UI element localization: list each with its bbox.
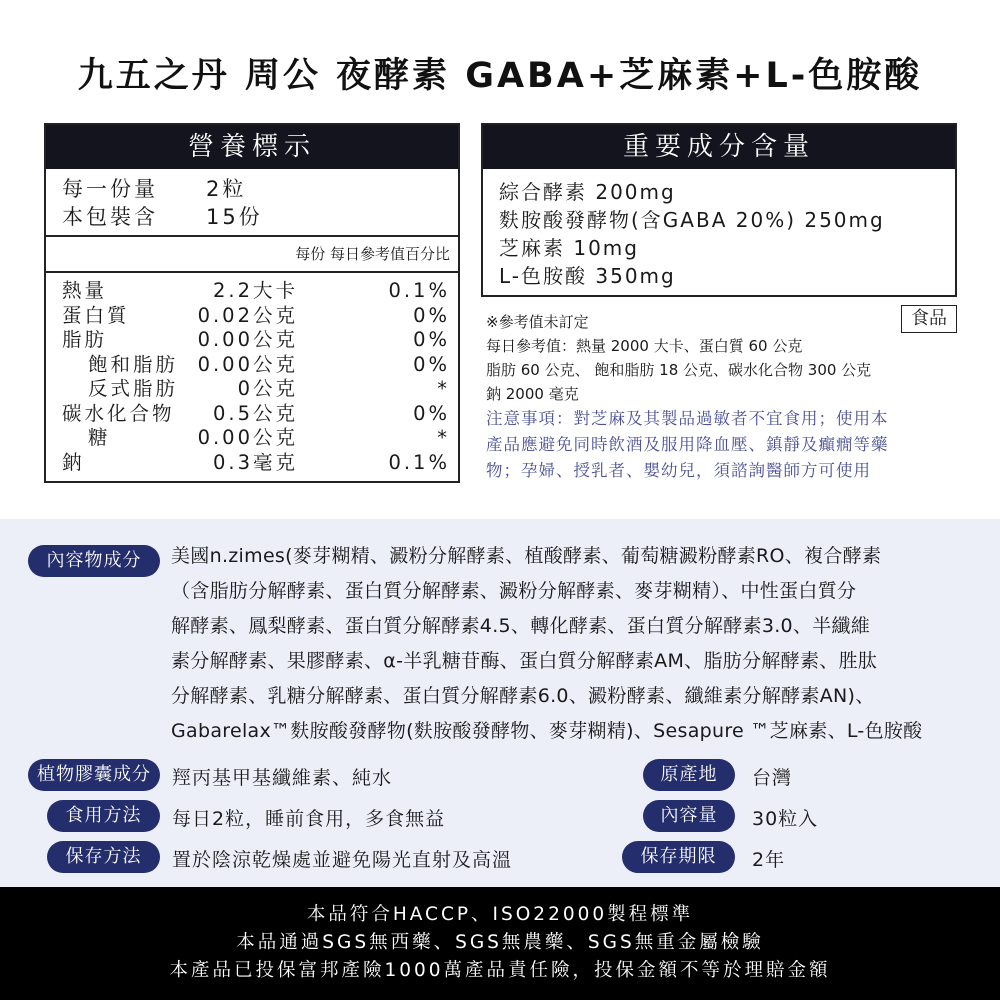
servings-per-package-value: 15份 xyxy=(206,205,263,229)
nutrient-value: 0.00公克 xyxy=(197,328,298,351)
nutrient-value: 0.00公克 xyxy=(197,352,298,376)
nutrition-row-trans-fat xyxy=(46,377,458,402)
product-title: 九五之丹 周公 夜酵素 GABA+芝麻素+L-色胺酸 xyxy=(77,56,923,96)
certification-footer xyxy=(0,887,1000,1000)
nutrient-percent: 0% xyxy=(413,328,450,351)
contents-ingredients-text xyxy=(171,539,991,749)
warning-line: 注意事項：對芝麻及其製品過敏者不宜食用；使用本 xyxy=(486,409,889,428)
daily-reference-line: 鈉 2000 毫克 xyxy=(486,385,579,403)
nutrient-name: 脂肪 xyxy=(62,328,108,351)
nutrient-value: 0.3毫克 xyxy=(212,450,298,474)
nutrient-name: 熱量 xyxy=(62,279,108,302)
key-ingredients-box xyxy=(481,123,957,297)
quantity-label-badge: 內容量 xyxy=(643,800,735,832)
ingredient-item: 芝麻素 10mg xyxy=(499,236,639,260)
quantity-value: 30粒入 xyxy=(752,808,819,830)
nutrition-column-header: 每份 每日參考值百分比 xyxy=(46,237,458,273)
contents-line: 解酵素、鳳梨酵素、蛋白質分解酵素4.5、轉化酵素、蛋白質分解酵素3.0、半纖維 xyxy=(171,615,871,637)
servings-per-package-label: 本包裝含 xyxy=(62,205,158,229)
usage-label-badge: 食用方法 xyxy=(47,800,160,832)
nutrition-row-sugar xyxy=(46,426,458,451)
serving-size-label: 每一份量 xyxy=(62,177,158,201)
contents-line: 分解酵素、乳糖分解酵素、蛋白質分解酵素6.0、澱粉酵素、纖維素分解酵素AN)、 xyxy=(171,685,875,707)
ingredient-item: 綜合酵素 200mg xyxy=(499,180,676,204)
ingredient-item: L-色胺酸 350mg xyxy=(499,264,676,288)
nutrient-value: 0公克 xyxy=(237,377,298,400)
nutrient-name: 反式脂肪 xyxy=(88,377,179,400)
storage-label-badge: 保存方法 xyxy=(47,841,160,873)
food-category-tag: 食品 xyxy=(901,305,957,333)
nutrient-percent: 0% xyxy=(413,401,450,425)
nutrition-row-sodium xyxy=(46,451,458,476)
warning-line: 產品應避免同時飲酒及服用降血壓、鎮靜及癲癇等藥 xyxy=(486,435,889,454)
contents-line: 美國n.zimes(麥芽糊精、澱粉分解酵素、植酸酵素、葡萄糖澱粉酵素RO、複合酵素 xyxy=(171,545,882,567)
reference-notes xyxy=(486,310,966,484)
shelf-life-label-badge: 保存期限 xyxy=(622,841,735,873)
nutrient-value: 0.02公克 xyxy=(197,303,298,327)
reference-unset-note: ※參考值未訂定 xyxy=(486,313,589,331)
serving-size-value: 2粒 xyxy=(206,177,247,201)
nutrient-percent: 0.1% xyxy=(388,450,450,474)
storage-value: 置於陰涼乾燥處並避免陽光直射及高溫 xyxy=(172,849,513,871)
origin-label-badge: 原產地 xyxy=(643,759,735,791)
nutrient-name: 飽和脂肪 xyxy=(88,352,179,376)
footer-line: 本品符合HACCP、ISO22000製程標準 xyxy=(306,904,694,925)
key-ingredients-list xyxy=(483,169,955,290)
nutrition-heading: 營養標示 xyxy=(46,125,458,169)
origin-value: 台灣 xyxy=(752,767,793,789)
usage-value: 每日2粒，睡前食用，多食無益 xyxy=(172,808,446,830)
serving-info xyxy=(46,169,458,237)
footer-line: 本產品已投保富邦產險1000萬產品責任險，投保金額不等於理賠金額 xyxy=(169,960,831,981)
nutrient-value: 2.2大卡 xyxy=(212,279,298,302)
key-ingredients-heading: 重要成分含量 xyxy=(483,125,955,169)
nutrition-facts-table xyxy=(44,123,460,483)
nutrient-value: 0.00公克 xyxy=(197,426,298,449)
warning-line: 物；孕婦、授乳者、嬰幼兒，須諮詢醫師方可使用 xyxy=(486,461,871,480)
shelf-life-value: 2年 xyxy=(752,849,786,871)
nutrient-percent: * xyxy=(437,426,450,449)
daily-reference-line: 每日參考值：熱量 2000 大卡、蛋白質 60 公克 xyxy=(486,337,803,355)
nutrition-row-protein xyxy=(46,304,458,329)
nutrient-name: 蛋白質 xyxy=(62,303,130,327)
nutrient-name: 糖 xyxy=(88,426,111,449)
footer-line: 本品通過SGS無西藥、SGS無農藥、SGS無重金屬檢驗 xyxy=(236,932,764,953)
capsule-label-badge: 植物膠囊成分 xyxy=(28,759,160,791)
ingredient-item: 麩胺酸發酵物(含GABA 20%) 250mg xyxy=(499,208,885,232)
capsule-value: 羥丙基甲基纖維素、純水 xyxy=(172,767,393,789)
contents-line: （含脂肪分解酵素、蛋白質分解酵素、澱粉分解酵素、麥芽糊精）、中性蛋白質分 xyxy=(171,580,857,602)
contents-line: Gabarelax™麩胺酸發酵物(麩胺酸發酵物、麥芽糊精)、Sesapure ™芝麻素、L-色胺酸 xyxy=(171,720,923,742)
contents-line: 素分解酵素、果膠酵素、α-半乳糖苷酶、蛋白質分解酵素AM、脂肪分解酵素、胜肽 xyxy=(171,650,878,672)
nutrition-row-carbohydrate xyxy=(46,402,458,427)
nutrition-rows xyxy=(46,273,458,475)
nutrition-row-energy xyxy=(46,279,458,304)
nutrient-percent: 0.1% xyxy=(388,279,450,302)
nutrition-row-saturated-fat xyxy=(46,353,458,378)
warning-notes xyxy=(486,406,966,484)
nutrient-percent: * xyxy=(437,377,450,400)
nutrient-name: 鈉 xyxy=(62,450,85,474)
daily-reference-line: 脂肪 60 公克、 飽和脂肪 18 公克、碳水化合物 300 公克 xyxy=(486,361,872,379)
nutrient-percent: 0% xyxy=(413,303,450,327)
nutrient-percent: 0% xyxy=(413,352,450,376)
nutrient-name: 碳水化合物 xyxy=(62,401,175,425)
nutrient-value: 0.5公克 xyxy=(212,401,298,425)
nutrition-row-fat xyxy=(46,328,458,353)
contents-label-badge: 內容物成分 xyxy=(28,545,160,577)
